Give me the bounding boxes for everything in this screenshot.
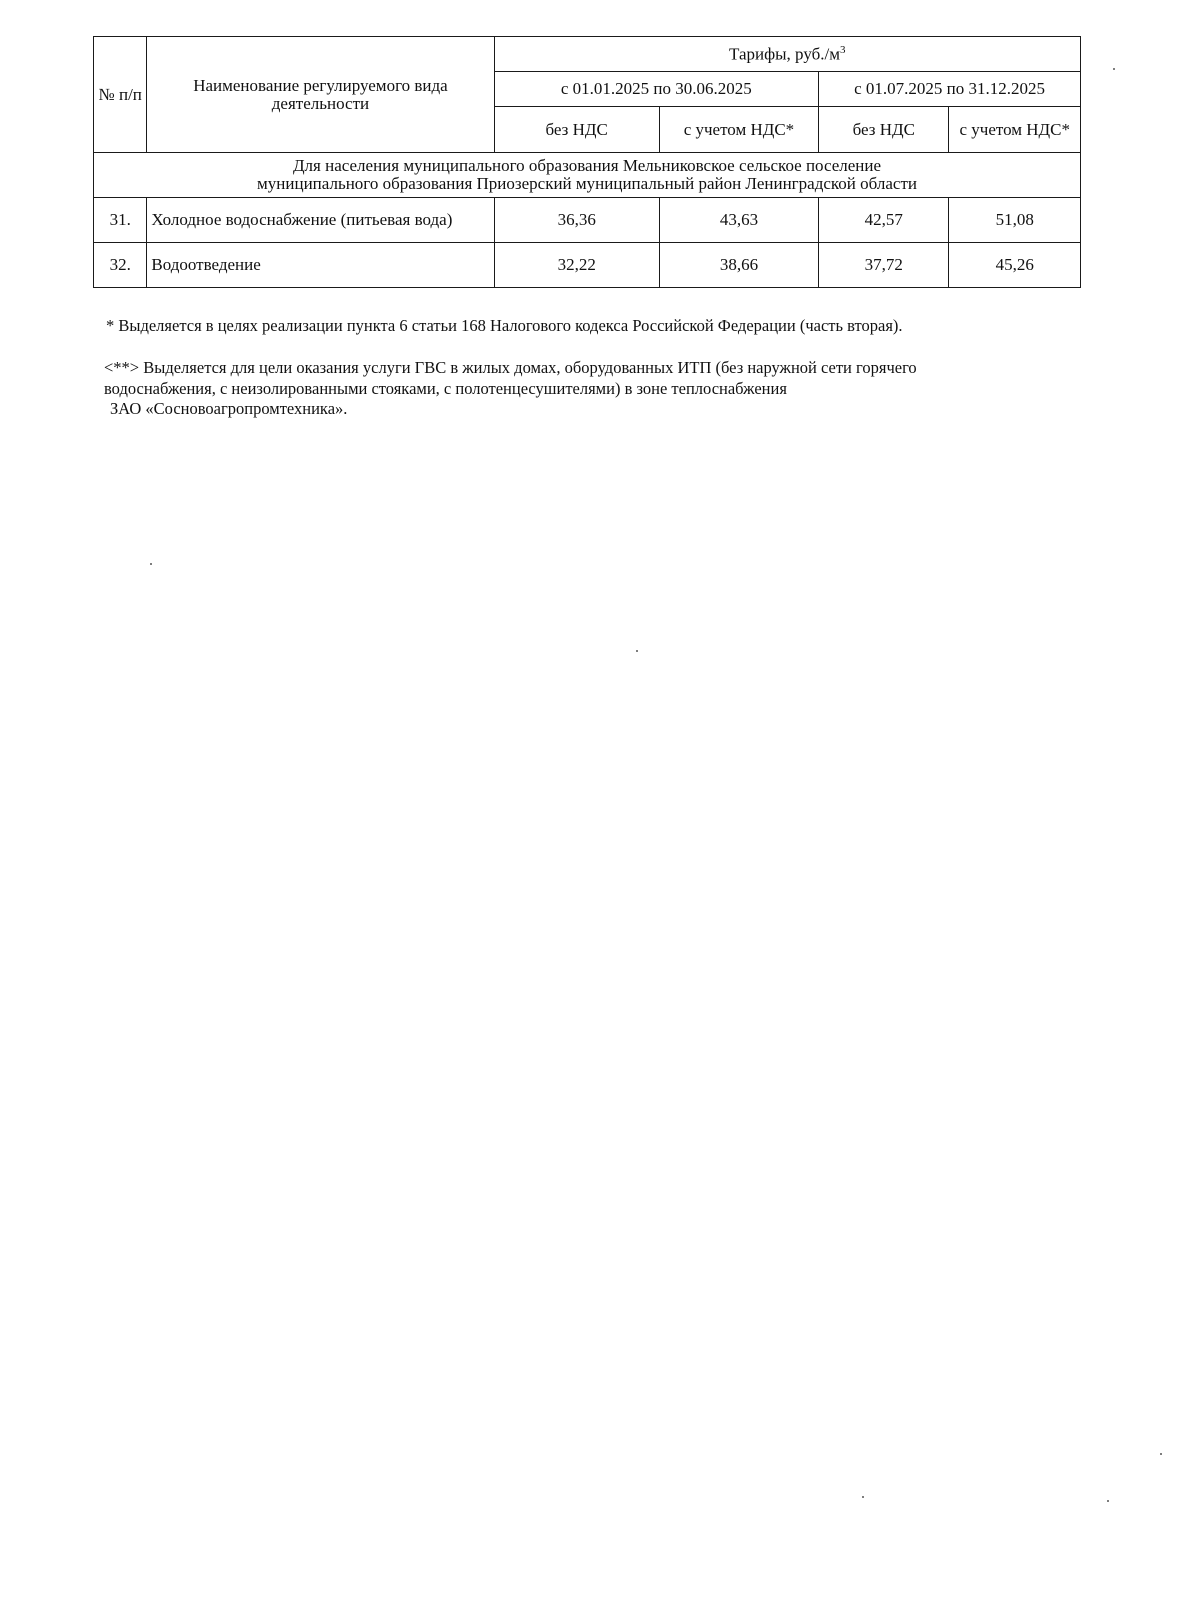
footnote-hot-water-line1: <**> Выделяется для цели оказания услуги ГВС в жилых домах, оборудованных ИТП (без наружной сети горячего bbox=[104, 358, 917, 377]
footnote-hot-water-line3: ЗАО «Сосновоагропромтехника». bbox=[110, 399, 348, 419]
row-number: 31. bbox=[94, 198, 147, 243]
row-p2-without-vat: 37,72 bbox=[819, 243, 949, 288]
row-p1-with-vat: 38,66 bbox=[659, 243, 818, 288]
footnote-vat: * Выделяется в целях реализации пункта 6 статьи 168 Налогового кодекса Российской Федерации (часть вторая). bbox=[106, 316, 903, 335]
period2-header: с 01.07.2025 по 31.12.2025 bbox=[819, 72, 1081, 107]
name-column-header bbox=[147, 37, 494, 153]
footnote-hot-water-line2: водоснабжения, с неизолированными стояками, с полотенцесушителями) в зоне теплоснабжения bbox=[104, 378, 787, 398]
section-title-line2: муниципального образования Приозерский муниципальный район Ленинградской области bbox=[257, 174, 917, 193]
row-p1-without-vat: 36,36 bbox=[494, 198, 659, 243]
row-name: Холодное водоснабжение (питьевая вода) bbox=[147, 198, 494, 243]
section-title-line1: Для населения муниципального образования Мельниковское сельское поселение bbox=[292, 156, 882, 176]
section-row bbox=[94, 153, 1081, 198]
row-p2-with-vat: 45,26 bbox=[949, 243, 1081, 288]
name-column-label: Наименование регулируемого вида деятельности bbox=[193, 75, 448, 113]
table-row bbox=[94, 198, 1081, 243]
row-number: 32. bbox=[94, 243, 147, 288]
num-column-header bbox=[94, 37, 147, 153]
tariffs-unit-superscript: 3 bbox=[840, 43, 846, 56]
p1-without-vat-header: без НДС bbox=[494, 107, 659, 153]
row-p2-without-vat: 42,57 bbox=[819, 198, 949, 243]
section-title bbox=[94, 153, 1081, 198]
scan-speck bbox=[1160, 1453, 1162, 1455]
tariffs-table bbox=[93, 36, 1081, 288]
num-column-label: № п/п bbox=[98, 84, 142, 104]
row-name: Водоотведение bbox=[147, 243, 494, 288]
row-p1-with-vat: 43,63 bbox=[659, 198, 818, 243]
scan-speck bbox=[150, 563, 152, 565]
tariffs-header bbox=[494, 37, 1080, 72]
row-p2-with-vat: 51,08 bbox=[949, 198, 1081, 243]
scan-speck bbox=[636, 650, 638, 652]
scan-speck bbox=[862, 1496, 864, 1498]
p1-with-vat-header: с учетом НДС* bbox=[659, 107, 818, 153]
row-p1-without-vat: 32,22 bbox=[494, 243, 659, 288]
scan-speck bbox=[1107, 1500, 1109, 1502]
p2-with-vat-header: с учетом НДС* bbox=[949, 107, 1081, 153]
tariffs-label: Тарифы, руб./м bbox=[729, 44, 840, 64]
table-row bbox=[94, 243, 1081, 288]
table-header-row bbox=[94, 37, 1081, 72]
scan-speck bbox=[1113, 68, 1115, 70]
p2-without-vat-header: без НДС bbox=[819, 107, 949, 153]
period1-header: с 01.01.2025 по 30.06.2025 bbox=[494, 72, 819, 107]
footnote-hot-water bbox=[104, 358, 1114, 420]
